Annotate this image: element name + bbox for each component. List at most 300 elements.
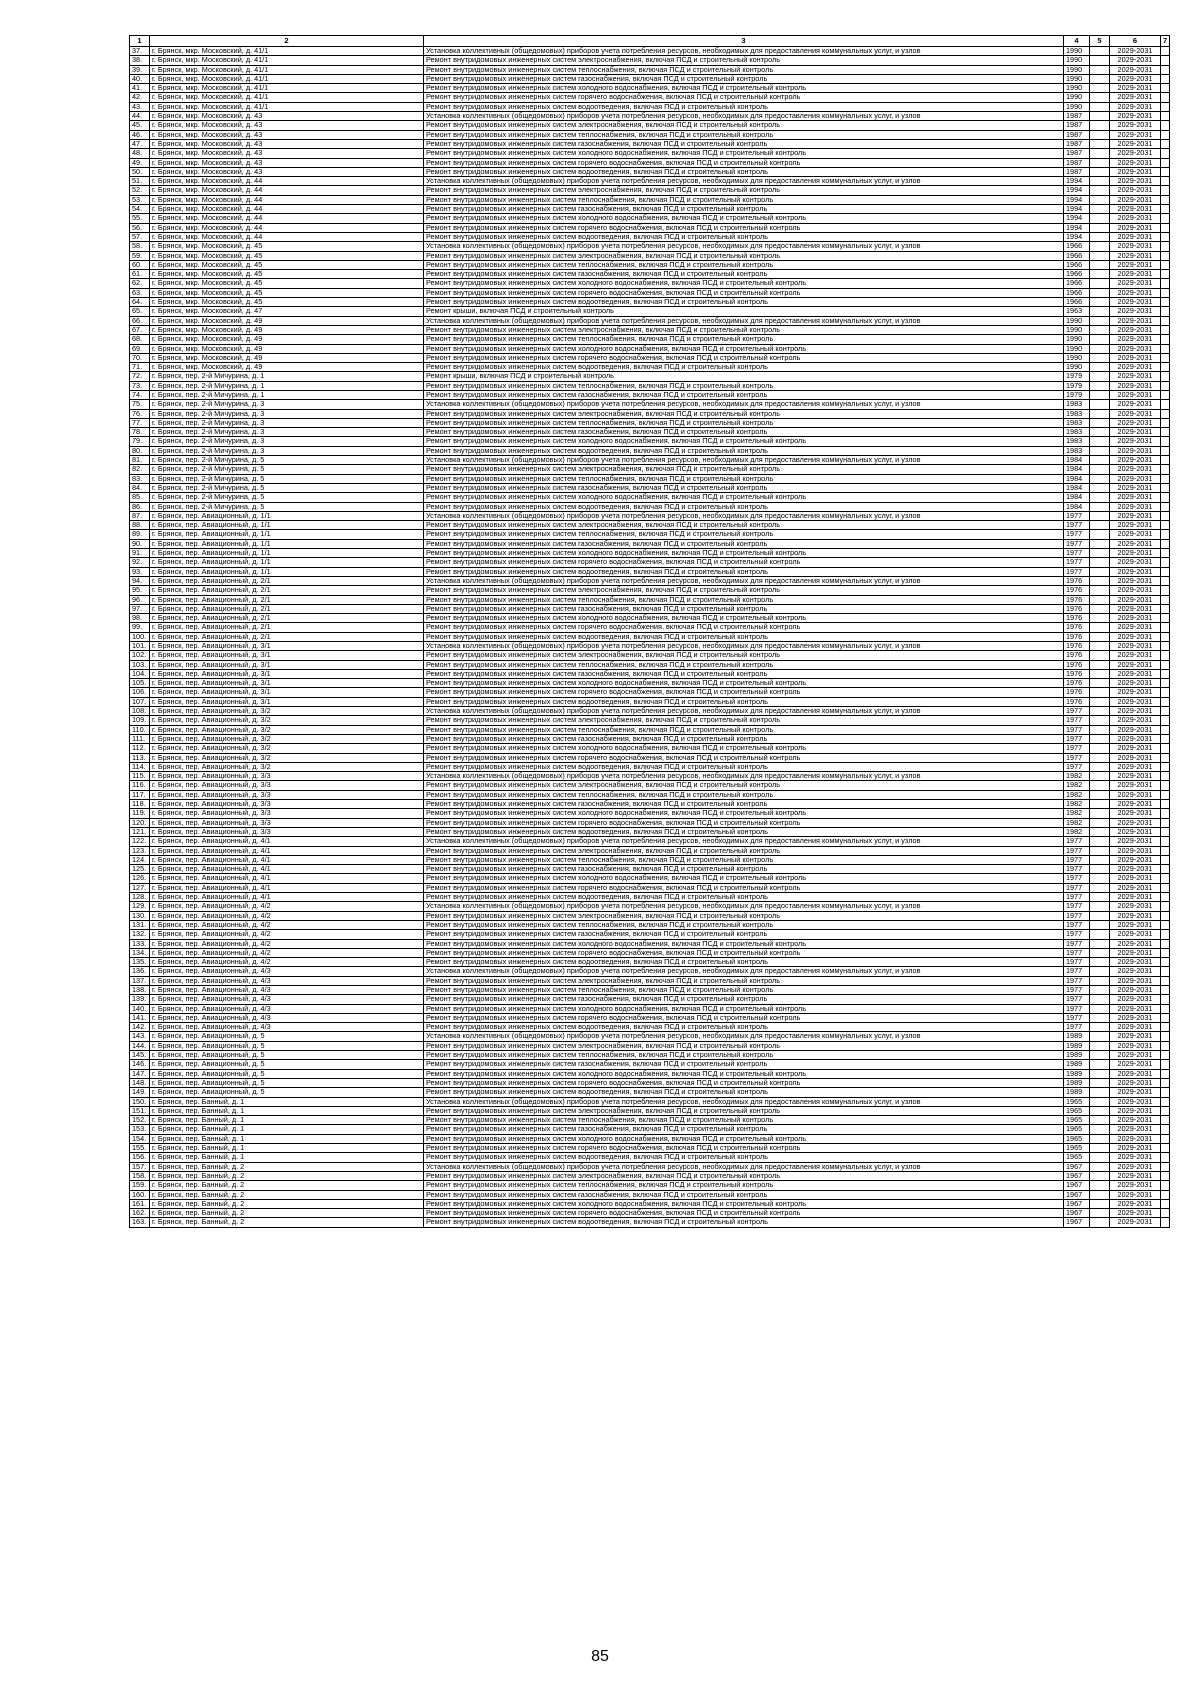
column-5-cell: [1090, 1125, 1110, 1134]
table-row: [130, 390, 1170, 399]
row-number-cell: 53.: [130, 195, 150, 204]
column-5-cell: [1090, 744, 1110, 753]
address-cell: г. Брянск, пер. Авиационный, д. 3/3: [150, 809, 424, 818]
work-type-cell: Ремонт внутридомовых инженерных систем газоснабжения, включая ПСД и строительный контроль: [424, 930, 1064, 939]
address-cell: г. Брянск, пер. 2-й Мичурина, д. 3: [150, 437, 424, 446]
work-type-cell: Ремонт внутридомовых инженерных систем горячего водоснабжения, включая ПСД и строительный контроль: [424, 93, 1064, 102]
work-type-cell: Ремонт внутридомовых инженерных систем холодного водоснабжения, включая ПСД и строительный контроль: [424, 1199, 1064, 1208]
work-type-cell: Ремонт внутридомовых инженерных систем водоотведения, включая ПСД и строительный контроль: [424, 298, 1064, 307]
column-7-cell: [1161, 474, 1170, 483]
period-cell: 2029-2031: [1110, 549, 1161, 558]
year-cell: 1994: [1064, 195, 1090, 204]
period-cell: 2029-2031: [1110, 1097, 1161, 1106]
period-cell: 2029-2031: [1110, 567, 1161, 576]
year-cell: 1967: [1064, 1181, 1090, 1190]
period-cell: 2029-2031: [1110, 149, 1161, 158]
address-cell: г. Брянск, мкр. Московский, д. 44: [150, 232, 424, 241]
column-7-cell: [1161, 1134, 1170, 1143]
column-7-cell: [1161, 390, 1170, 399]
period-cell: 2029-2031: [1110, 223, 1161, 232]
year-cell: 1977: [1064, 920, 1090, 929]
year-cell: 1977: [1064, 1013, 1090, 1022]
period-cell: 2029-2031: [1110, 456, 1161, 465]
address-cell: г. Брянск, мкр. Московский, д. 49: [150, 344, 424, 353]
row-number-cell: 161.: [130, 1199, 150, 1208]
year-cell: 1982: [1064, 800, 1090, 809]
year-cell: 1965: [1064, 1106, 1090, 1115]
year-cell: 1977: [1064, 511, 1090, 520]
table-row: [130, 456, 1170, 465]
column-5-cell: [1090, 1218, 1110, 1227]
header-cell: 3: [424, 36, 1064, 47]
work-type-cell: Ремонт внутридомовых инженерных систем теплоснабжения, включая ПСД и строительный контроль: [424, 474, 1064, 483]
column-7-cell: [1161, 270, 1170, 279]
column-7-cell: [1161, 437, 1170, 446]
table-row: [130, 1023, 1170, 1032]
address-cell: г. Брянск, пер. 2-й Мичурина, д. 3: [150, 446, 424, 455]
column-5-cell: [1090, 800, 1110, 809]
year-cell: 1990: [1064, 74, 1090, 83]
column-5-cell: [1090, 102, 1110, 111]
work-type-cell: Ремонт внутридомовых инженерных систем электроснабжения, включая ПСД и строительный контроль: [424, 1106, 1064, 1115]
period-cell: 2029-2031: [1110, 762, 1161, 771]
address-cell: г. Брянск, пер. Авиационный, д. 3/2: [150, 734, 424, 743]
period-cell: 2029-2031: [1110, 1106, 1161, 1115]
work-type-cell: Ремонт внутридомовых инженерных систем водоотведения, включая ПСД и строительный контроль: [424, 1153, 1064, 1162]
row-number-cell: 104.: [130, 669, 150, 678]
work-type-cell: Ремонт внутридомовых инженерных систем электроснабжения, включая ПСД и строительный контроль: [424, 976, 1064, 985]
year-cell: 1984: [1064, 493, 1090, 502]
row-number-cell: 114.: [130, 762, 150, 771]
period-cell: 2029-2031: [1110, 511, 1161, 520]
column-5-cell: [1090, 1041, 1110, 1050]
table-row: [130, 586, 1170, 595]
table-row: [130, 948, 1170, 957]
column-5-cell: [1090, 167, 1110, 176]
column-5-cell: [1090, 948, 1110, 957]
column-5-cell: [1090, 74, 1110, 83]
table-row: [130, 576, 1170, 585]
column-7-cell: [1161, 976, 1170, 985]
year-cell: 1977: [1064, 1004, 1090, 1013]
address-cell: г. Брянск, пер. 2-й Мичурина, д. 1: [150, 381, 424, 390]
column-7-cell: [1161, 112, 1170, 121]
work-type-cell: Установка коллективных (общедомовых) приборов учета потребления ресурсов, необходимых для предоставления коммунальных услуг, и узлов: [424, 316, 1064, 325]
period-cell: 2029-2031: [1110, 642, 1161, 651]
year-cell: 1976: [1064, 586, 1090, 595]
column-5-cell: [1090, 1069, 1110, 1078]
work-type-cell: Ремонт внутридомовых инженерных систем электроснабжения, включая ПСД и строительный контроль: [424, 251, 1064, 260]
row-number-cell: 94.: [130, 576, 150, 585]
column-5-cell: [1090, 521, 1110, 530]
column-7-cell: [1161, 93, 1170, 102]
work-type-cell: Ремонт внутридомовых инженерных систем водоотведения, включая ПСД и строительный контроль: [424, 1218, 1064, 1227]
row-number-cell: 59.: [130, 251, 150, 260]
year-cell: 1979: [1064, 390, 1090, 399]
table-row: [130, 920, 1170, 929]
work-type-cell: Ремонт внутридомовых инженерных систем электроснабжения, включая ПСД и строительный контроль: [424, 186, 1064, 195]
address-cell: г. Брянск, пер. 2-й Мичурина, д. 5: [150, 465, 424, 474]
period-cell: 2029-2031: [1110, 400, 1161, 409]
period-cell: 2029-2031: [1110, 288, 1161, 297]
work-type-cell: Ремонт внутридомовых инженерных систем горячего водоснабжения, включая ПСД и строительный контроль: [424, 623, 1064, 632]
column-7-cell: [1161, 130, 1170, 139]
year-cell: 1984: [1064, 483, 1090, 492]
row-number-cell: 39.: [130, 65, 150, 74]
column-5-cell: [1090, 251, 1110, 260]
period-cell: 2029-2031: [1110, 84, 1161, 93]
address-cell: г. Брянск, пер. Авиационный, д. 3/2: [150, 753, 424, 762]
column-5-cell: [1090, 679, 1110, 688]
column-5-cell: [1090, 428, 1110, 437]
year-cell: 1983: [1064, 409, 1090, 418]
column-7-cell: [1161, 669, 1170, 678]
column-7-cell: [1161, 1051, 1170, 1060]
column-5-cell: [1090, 363, 1110, 372]
work-type-cell: Установка коллективных (общедомовых) приборов учета потребления ресурсов, необходимых для предоставления коммунальных услуг, и узлов: [424, 707, 1064, 716]
row-number-cell: 61.: [130, 270, 150, 279]
year-cell: 1984: [1064, 465, 1090, 474]
column-5-cell: [1090, 474, 1110, 483]
address-cell: г. Брянск, пер. Банный, д. 2: [150, 1162, 424, 1171]
column-7-cell: [1161, 772, 1170, 781]
column-5-cell: [1090, 121, 1110, 130]
work-type-cell: Ремонт внутридомовых инженерных систем электроснабжения, включая ПСД и строительный контроль: [424, 409, 1064, 418]
work-type-cell: Ремонт внутридомовых инженерных систем электроснабжения, включая ПСД и строительный контроль: [424, 521, 1064, 530]
work-type-cell: Ремонт внутридомовых инженерных систем водоотведения, включая ПСД и строительный контроль: [424, 502, 1064, 511]
work-type-cell: Ремонт внутридомовых инженерных систем холодного водоснабжения, включая ПСД и строительный контроль: [424, 939, 1064, 948]
period-cell: 2029-2031: [1110, 781, 1161, 790]
work-type-cell: Ремонт внутридомовых инженерных систем газоснабжения, включая ПСД и строительный контроль: [424, 1190, 1064, 1199]
table-row: [130, 716, 1170, 725]
table-row: [130, 939, 1170, 948]
table-row: [130, 800, 1170, 809]
column-7-cell: [1161, 651, 1170, 660]
period-cell: 2029-2031: [1110, 893, 1161, 902]
row-number-cell: 63.: [130, 288, 150, 297]
column-5-cell: [1090, 1162, 1110, 1171]
year-cell: 1976: [1064, 697, 1090, 706]
year-cell: 1989: [1064, 1041, 1090, 1050]
year-cell: 1976: [1064, 669, 1090, 678]
period-cell: 2029-2031: [1110, 186, 1161, 195]
work-type-cell: Ремонт внутридомовых инженерных систем теплоснабжения, включая ПСД и строительный контроль: [424, 130, 1064, 139]
column-5-cell: [1090, 837, 1110, 846]
works-table-container: [129, 35, 1170, 1228]
address-cell: г. Брянск, пер. Авиационный, д. 3/3: [150, 781, 424, 790]
period-cell: 2029-2031: [1110, 195, 1161, 204]
work-type-cell: Ремонт внутридомовых инженерных систем газоснабжения, включая ПСД и строительный контроль: [424, 669, 1064, 678]
year-cell: 1977: [1064, 734, 1090, 743]
column-5-cell: [1090, 372, 1110, 381]
column-5-cell: [1090, 772, 1110, 781]
table-row: [130, 539, 1170, 548]
table-row: [130, 772, 1170, 781]
address-cell: г. Брянск, пер. Авиационный, д. 2/1: [150, 632, 424, 641]
work-type-cell: Ремонт внутридомовых инженерных систем водоотведения, включая ПСД и строительный контроль: [424, 958, 1064, 967]
column-5-cell: [1090, 614, 1110, 623]
table-row: [130, 1097, 1170, 1106]
column-5-cell: [1090, 270, 1110, 279]
table-row: [130, 530, 1170, 539]
address-cell: г. Брянск, пер. Авиационный, д. 5: [150, 1060, 424, 1069]
table-row: [130, 1171, 1170, 1180]
table-row: [130, 112, 1170, 121]
row-number-cell: 48.: [130, 149, 150, 158]
work-type-cell: Ремонт внутридомовых инженерных систем теплоснабжения, включая ПСД и строительный контроль: [424, 1181, 1064, 1190]
column-5-cell: [1090, 149, 1110, 158]
period-cell: 2029-2031: [1110, 381, 1161, 390]
table-row: [130, 1004, 1170, 1013]
row-number-cell: 102.: [130, 651, 150, 660]
work-type-cell: Установка коллективных (общедомовых) приборов учета потребления ресурсов, необходимых для предоставления коммунальных услуг, и узлов: [424, 112, 1064, 121]
address-cell: г. Брянск, пер. Авиационный, д. 3/1: [150, 679, 424, 688]
work-type-cell: Ремонт внутридомовых инженерных систем газоснабжения, включая ПСД и строительный контроль: [424, 428, 1064, 437]
column-5-cell: [1090, 1032, 1110, 1041]
period-cell: 2029-2031: [1110, 623, 1161, 632]
year-cell: 1977: [1064, 855, 1090, 864]
row-number-cell: 95.: [130, 586, 150, 595]
address-cell: г. Брянск, мкр. Московский, д. 45: [150, 279, 424, 288]
column-5-cell: [1090, 1134, 1110, 1143]
table-row: [130, 483, 1170, 492]
row-number-cell: 87.: [130, 511, 150, 520]
work-type-cell: Установка коллективных (общедомовых) приборов учета потребления ресурсов, необходимых для предоставления коммунальных услуг, и узлов: [424, 902, 1064, 911]
column-5-cell: [1090, 205, 1110, 214]
row-number-cell: 86.: [130, 502, 150, 511]
row-number-cell: 78.: [130, 428, 150, 437]
column-7-cell: [1161, 948, 1170, 957]
column-5-cell: [1090, 1153, 1110, 1162]
column-7-cell: [1161, 1209, 1170, 1218]
column-5-cell: [1090, 818, 1110, 827]
column-5-cell: [1090, 65, 1110, 74]
period-cell: 2029-2031: [1110, 976, 1161, 985]
year-cell: 1984: [1064, 474, 1090, 483]
year-cell: 1976: [1064, 604, 1090, 613]
column-7-cell: [1161, 251, 1170, 260]
row-number-cell: 111.: [130, 734, 150, 743]
year-cell: 1994: [1064, 177, 1090, 186]
work-type-cell: Установка коллективных (общедомовых) приборов учета потребления ресурсов, необходимых для предоставления коммунальных услуг, и узлов: [424, 1097, 1064, 1106]
column-7-cell: [1161, 716, 1170, 725]
work-type-cell: Ремонт внутридомовых инженерных систем электроснабжения, включая ПСД и строительный контроль: [424, 716, 1064, 725]
year-cell: 1989: [1064, 1051, 1090, 1060]
column-7-cell: [1161, 939, 1170, 948]
period-cell: 2029-2031: [1110, 139, 1161, 148]
column-7-cell: [1161, 1125, 1170, 1134]
row-number-cell: 81.: [130, 456, 150, 465]
column-7-cell: [1161, 707, 1170, 716]
row-number-cell: 133.: [130, 939, 150, 948]
address-cell: г. Брянск, пер. Авиационный, д. 3/3: [150, 827, 424, 836]
row-number-cell: 156.: [130, 1153, 150, 1162]
work-type-cell: Ремонт внутридомовых инженерных систем холодного водоснабжения, включая ПСД и строительный контроль: [424, 874, 1064, 883]
table-row: [130, 809, 1170, 818]
address-cell: г. Брянск, мкр. Московский, д. 45: [150, 288, 424, 297]
work-type-cell: Ремонт внутридомовых инженерных систем теплоснабжения, включая ПСД и строительный контроль: [424, 65, 1064, 74]
year-cell: 1989: [1064, 1078, 1090, 1087]
row-number-cell: 74.: [130, 390, 150, 399]
work-type-cell: Установка коллективных (общедомовых) приборов учета потребления ресурсов, необходимых для предоставления коммунальных услуг, и узлов: [424, 642, 1064, 651]
table-row: [130, 1088, 1170, 1097]
header-cell: 7: [1161, 36, 1170, 47]
period-cell: 2029-2031: [1110, 688, 1161, 697]
column-7-cell: [1161, 1088, 1170, 1097]
work-type-cell: Ремонт внутридомовых инженерных систем холодного водоснабжения, включая ПСД и строительный контроль: [424, 1134, 1064, 1143]
column-7-cell: [1161, 279, 1170, 288]
row-number-cell: 90.: [130, 539, 150, 548]
address-cell: г. Брянск, пер. Авиационный, д. 3/2: [150, 762, 424, 771]
column-5-cell: [1090, 502, 1110, 511]
work-type-cell: Ремонт внутридомовых инженерных систем водоотведения, включая ПСД и строительный контроль: [424, 893, 1064, 902]
column-7-cell: [1161, 920, 1170, 929]
column-5-cell: [1090, 576, 1110, 585]
table-row: [130, 1078, 1170, 1087]
work-type-cell: Ремонт внутридомовых инженерных систем водоотведения, включая ПСД и строительный контроль: [424, 1023, 1064, 1032]
address-cell: г. Брянск, пер. 2-й Мичурина, д. 3: [150, 418, 424, 427]
address-cell: г. Брянск, пер. Авиационный, д. 4/1: [150, 855, 424, 864]
period-cell: 2029-2031: [1110, 232, 1161, 241]
table-row: [130, 1199, 1170, 1208]
table-row: [130, 1106, 1170, 1115]
work-type-cell: Ремонт внутридомовых инженерных систем газоснабжения, включая ПСД и строительный контроль: [424, 74, 1064, 83]
column-7-cell: [1161, 1218, 1170, 1227]
row-number-cell: 97.: [130, 604, 150, 613]
address-cell: г. Брянск, пер. Авиационный, д. 3/2: [150, 725, 424, 734]
row-number-cell: 120.: [130, 818, 150, 827]
column-5-cell: [1090, 279, 1110, 288]
work-type-cell: Ремонт внутридомовых инженерных систем холодного водоснабжения, включая ПСД и строительный контроль: [424, 437, 1064, 446]
address-cell: г. Брянск, пер. Авиационный, д. 3/3: [150, 818, 424, 827]
row-number-cell: 38.: [130, 56, 150, 65]
table-row: [130, 130, 1170, 139]
row-number-cell: 130.: [130, 911, 150, 920]
column-7-cell: [1161, 465, 1170, 474]
year-cell: 1977: [1064, 1023, 1090, 1032]
period-cell: 2029-2031: [1110, 130, 1161, 139]
period-cell: 2029-2031: [1110, 1078, 1161, 1087]
period-cell: 2029-2031: [1110, 112, 1161, 121]
address-cell: г. Брянск, пер. Авиационный, д. 4/2: [150, 939, 424, 948]
table-row: [130, 195, 1170, 204]
period-cell: 2029-2031: [1110, 483, 1161, 492]
work-type-cell: Ремонт внутридомовых инженерных систем горячего водоснабжения, включая ПСД и строительный контроль: [424, 558, 1064, 567]
address-cell: г. Брянск, пер. Банный, д. 1: [150, 1144, 424, 1153]
table-row: [130, 465, 1170, 474]
period-cell: 2029-2031: [1110, 744, 1161, 753]
row-number-cell: 109.: [130, 716, 150, 725]
row-number-cell: 144.: [130, 1041, 150, 1050]
column-7-cell: [1161, 1004, 1170, 1013]
address-cell: г. Брянск, пер. Авиационный, д. 4/2: [150, 902, 424, 911]
column-7-cell: [1161, 1013, 1170, 1022]
table-row: [130, 725, 1170, 734]
table-row: [130, 223, 1170, 232]
table-row: [130, 744, 1170, 753]
year-cell: 1984: [1064, 456, 1090, 465]
period-cell: 2029-2031: [1110, 158, 1161, 167]
work-type-cell: Ремонт внутридомовых инженерных систем теплоснабжения, включая ПСД и строительный контроль: [424, 855, 1064, 864]
row-number-cell: 132.: [130, 930, 150, 939]
table-row: [130, 1209, 1170, 1218]
table-row: [130, 623, 1170, 632]
year-cell: 1982: [1064, 781, 1090, 790]
table-row: [130, 158, 1170, 167]
work-type-cell: Ремонт крыши, включая ПСД и строительный контроль: [424, 307, 1064, 316]
column-5-cell: [1090, 846, 1110, 855]
column-7-cell: [1161, 121, 1170, 130]
address-cell: г. Брянск, мкр. Московский, д. 45: [150, 298, 424, 307]
period-cell: 2029-2031: [1110, 446, 1161, 455]
table-row: [130, 549, 1170, 558]
address-cell: г. Брянск, пер. Авиационный, д. 5: [150, 1051, 424, 1060]
column-7-cell: [1161, 307, 1170, 316]
work-type-cell: Ремонт внутридомовых инженерных систем горячего водоснабжения, включая ПСД и строительный контроль: [424, 883, 1064, 892]
table-row: [130, 121, 1170, 130]
column-7-cell: [1161, 558, 1170, 567]
work-type-cell: Ремонт внутридомовых инженерных систем электроснабжения, включая ПСД и строительный контроль: [424, 1041, 1064, 1050]
year-cell: 1976: [1064, 576, 1090, 585]
column-5-cell: [1090, 437, 1110, 446]
address-cell: г. Брянск, пер. Авиационный, д. 3/2: [150, 744, 424, 753]
year-cell: 1977: [1064, 995, 1090, 1004]
table-row: [130, 874, 1170, 883]
column-5-cell: [1090, 976, 1110, 985]
column-5-cell: [1090, 418, 1110, 427]
row-number-cell: 57.: [130, 232, 150, 241]
work-type-cell: Ремонт внутридомовых инженерных систем электроснабжения, включая ПСД и строительный контроль: [424, 651, 1064, 660]
column-5-cell: [1090, 186, 1110, 195]
work-type-cell: Ремонт внутридомовых инженерных систем электроснабжения, включая ПСД и строительный контроль: [424, 781, 1064, 790]
column-5-cell: [1090, 893, 1110, 902]
table-header-row: [130, 36, 1170, 47]
table-row: [130, 446, 1170, 455]
address-cell: г. Брянск, пер. Банный, д. 2: [150, 1199, 424, 1208]
address-cell: г. Брянск, мкр. Московский, д. 44: [150, 195, 424, 204]
period-cell: 2029-2031: [1110, 995, 1161, 1004]
column-7-cell: [1161, 493, 1170, 502]
address-cell: г. Брянск, пер. Авиационный, д. 2/1: [150, 576, 424, 585]
work-type-cell: Ремонт внутридомовых инженерных систем водоотведения, включая ПСД и строительный контроль: [424, 363, 1064, 372]
table-row: [130, 1134, 1170, 1143]
table-row: [130, 734, 1170, 743]
address-cell: г. Брянск, пер. 2-й Мичурина, д. 5: [150, 456, 424, 465]
address-cell: г. Брянск, пер. Авиационный, д. 3/3: [150, 790, 424, 799]
column-5-cell: [1090, 158, 1110, 167]
row-number-cell: 76.: [130, 409, 150, 418]
period-cell: 2029-2031: [1110, 56, 1161, 65]
row-number-cell: 89.: [130, 530, 150, 539]
column-5-cell: [1090, 902, 1110, 911]
year-cell: 1989: [1064, 1032, 1090, 1041]
year-cell: 1977: [1064, 725, 1090, 734]
year-cell: 1976: [1064, 660, 1090, 669]
period-cell: 2029-2031: [1110, 827, 1161, 836]
row-number-cell: 134.: [130, 948, 150, 957]
address-cell: г. Брянск, пер. 2-й Мичурина, д. 5: [150, 483, 424, 492]
column-5-cell: [1090, 242, 1110, 251]
table-row: [130, 604, 1170, 613]
year-cell: 1977: [1064, 911, 1090, 920]
address-cell: г. Брянск, пер. Банный, д. 1: [150, 1106, 424, 1115]
row-number-cell: 72.: [130, 372, 150, 381]
column-7-cell: [1161, 335, 1170, 344]
address-cell: г. Брянск, пер. Авиационный, д. 5: [150, 1088, 424, 1097]
column-5-cell: [1090, 1013, 1110, 1022]
column-7-cell: [1161, 1181, 1170, 1190]
table-row: [130, 1190, 1170, 1199]
